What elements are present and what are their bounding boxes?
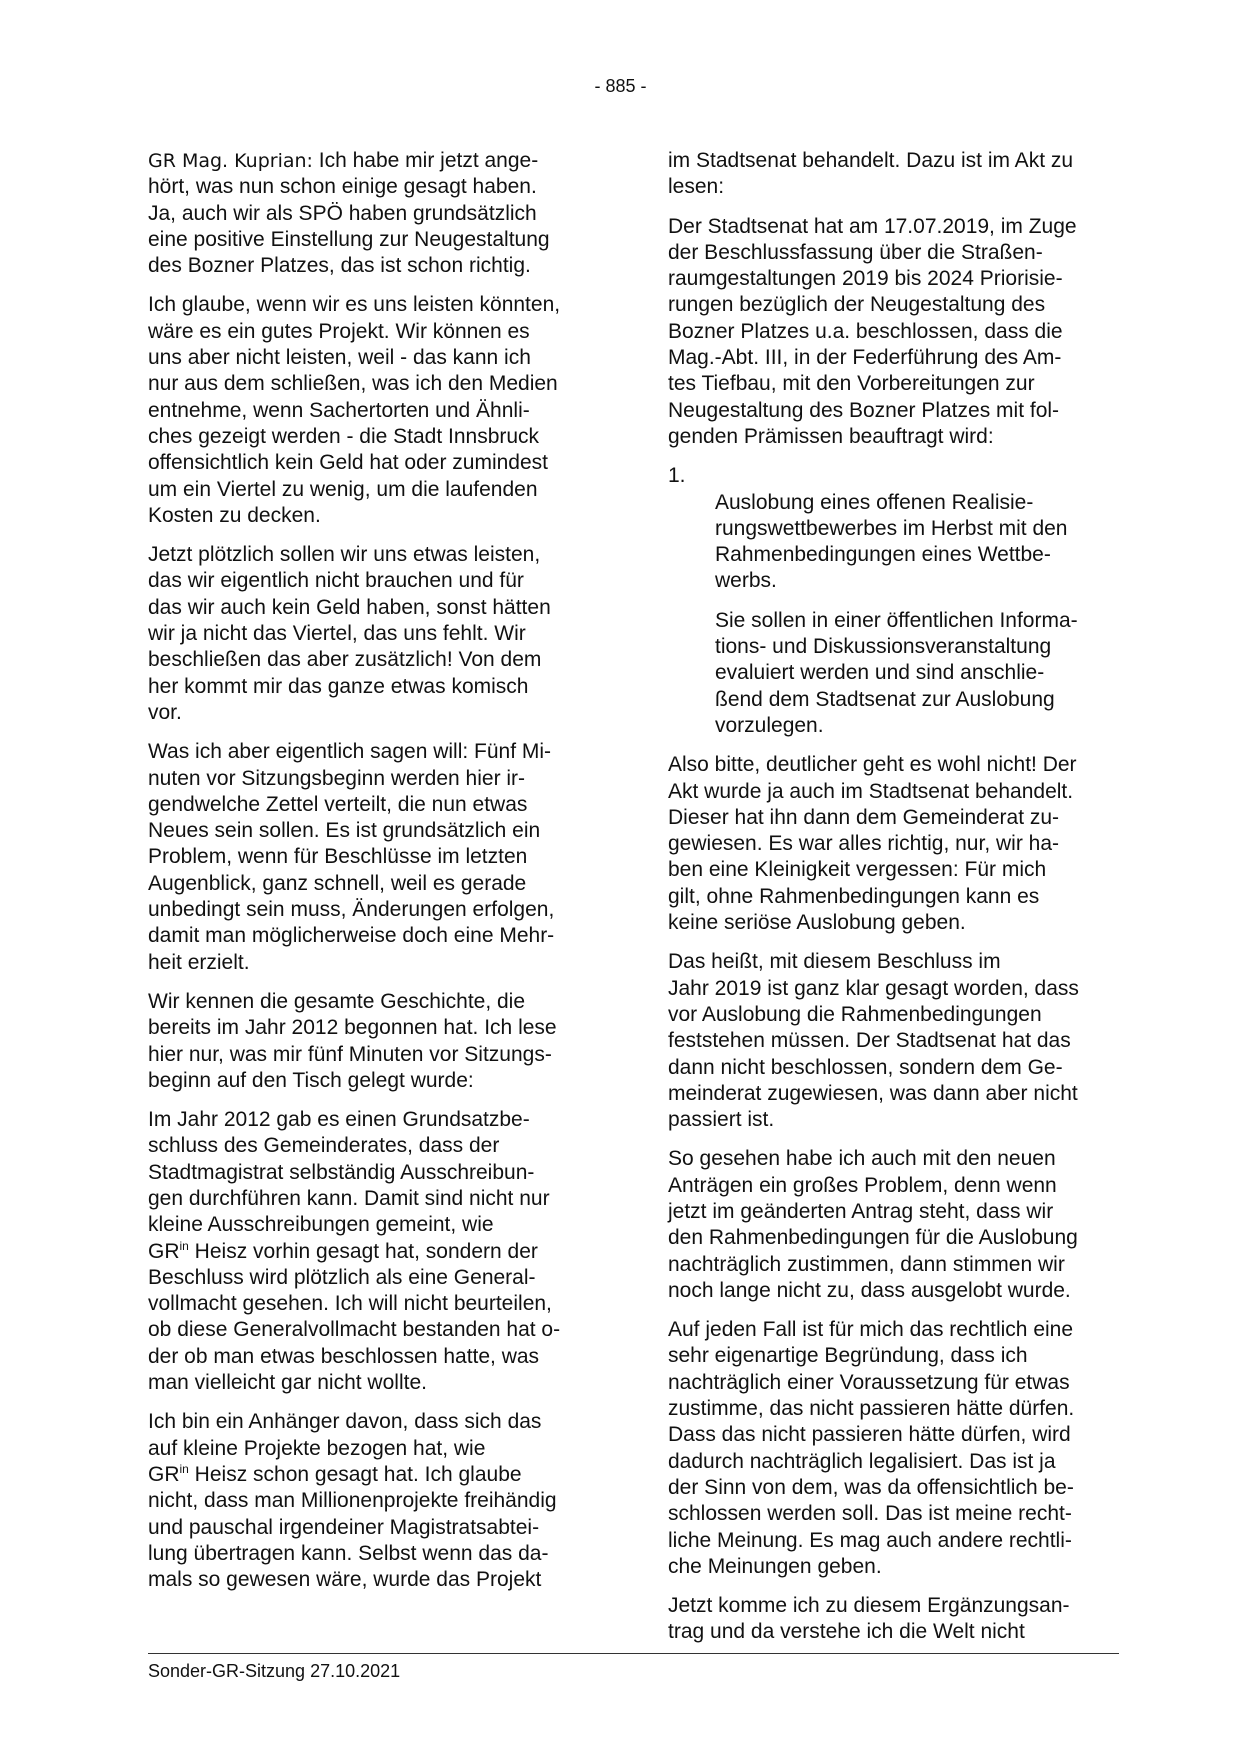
paragraph: So gesehen habe ich auch mit den neuen Anträgen ein großes Problem, denn wenn jetzt im geänderten Antrag steht, dass wir den Rahmenbedingungen für die Auslobung nachträglich zustimmen, dann stimmen wir noch lange nicht zu, dass ausgelobt wurde. — [668, 1147, 1078, 1302]
superscript: in — [179, 1461, 189, 1476]
paragraph-text: Heisz vorhin gesagt hat, sondern der Beschluss wird plötzlich als eine General- vollmacht gesehen. Ich will nicht beurteilen, ob diese Generalvollmacht bestanden hat o- der ob man etwas beschlossen hatte, was man vielleicht gar nicht wollte. — [148, 1239, 561, 1395]
paragraph: Was ich aber eigentlich sagen will: Fünf Mi- nuten vor Sitzungsbeginn werden hier ir- gendwelche Zettel verteilt, die nun etwas Neues sein sollen. Es ist grundsätzlich ein Problem, wenn für Beschlüsse im letzten Augenblick, ganz schnell, weil es gerade unbedingt sein muss, Änderungen erfolgen, damit man möglicherweise doch eine Mehr- heit erzielt. — [148, 740, 555, 974]
paragraph: im Stadtsenat behandelt. Dazu ist im Akt zu lesen: — [668, 149, 1074, 199]
paragraph: Auf jeden Fall ist für mich das rechtlich eine sehr eigenartige Begründung, dass ich nachträglich einer Voraussetzung für etwas zustimme, das nicht passieren hätte dürfen. Dass das nicht passieren hätte dürfen, wird dadurch nachträglich legalisiert. Das ist ja der Sinn von dem, was da offensichtlich be- schlossen werden soll. Das ist meine recht- liche Meinung. Es mag auch andere rechtli- che Meinungen geben. — [668, 1318, 1075, 1578]
page-number: - 885 - — [594, 76, 647, 96]
superscript: in — [179, 1238, 189, 1253]
list-number: 1. — [668, 464, 686, 488]
speaker-name: GR Mag. Kuprian: — [148, 150, 313, 172]
paragraph: Jetzt plötzlich sollen wir uns etwas leisten, das wir eigentlich nicht brauchen und für das wir auch kein Geld haben, sonst hätten wir ja nicht das Viertel, das uns fehlt. Wir beschließen das aber zusätzlich! Von dem her kommt mir das ganze etwas komisch vor. — [148, 543, 551, 724]
paragraph-text: Im Jahr 2012 gab es einen Grundsatzbe- schluss des Gemeinderates, dass der Stadtmagistrat selbständig Ausschreibun- gen durchführen kann. Damit sind nicht nur kleine Ausschreibungen gemeint, wie GR — [148, 1108, 550, 1263]
paragraph: Das heißt, mit diesem Beschluss im Jahr 2019 ist ganz klar gesagt worden, dass vor Auslobung die Rahmenbedingungen feststehen müssen. Der Stadtsenat hat das dann nicht beschlossen, sondern dem Ge- meinderat zugewiesen, was dann aber nicht passiert ist. — [668, 950, 1079, 1132]
footer-session-label: Sonder-GR-Sitzung 27.10.2021 — [148, 1661, 401, 1681]
paragraph — [148, 148, 588, 279]
right-column — [668, 148, 1118, 1659]
paragraph-text: Ich bin ein Anhänger davon, dass sich das auf kleine Projekte bezogen hat, wie GR — [148, 1410, 542, 1486]
paragraph: Jetzt komme ich zu diesem Ergänzungsan- trag und da verstehe ich die Welt nicht — [668, 1594, 1070, 1644]
list-item-text: Auslobung eines offenen Realisie- rungswettbewerbes im Herbst mit den Rahmenbedingungen eines Wettbe- werbs. — [715, 490, 1068, 593]
paragraph: Ich glaube, wenn wir es uns leisten könnten, wäre es ein gutes Projekt. Wir können es uns aber nicht leisten, weil - das kann ich nur aus dem schließen, was ich den Medien entnehme, wenn Sachertorten und Ähnli- ches gezeigt werden - die Stadt Innsbruck offensichtlich kein Geld hat oder zumindest um ein Viertel zu wenig, um die laufenden Kosten zu decken. — [148, 293, 561, 527]
numbered-list-item — [668, 463, 1118, 594]
paragraph: Der Stadtsenat hat am 17.07.2019, im Zuge der Beschlussfassung über die Straßen- raumgestaltungen 2019 bis 2024 Priorisie- rungen bezüglich der Neugestaltung des Bozner Platzes u.a. beschlossen, dass die Mag.-Abt. III, in der Federführung des Am- tes Tiefbau, mit den Vorbereitungen zur Neugestaltung des Bozner Platzes mit fol- genden Prämissen beauftragt wird: — [668, 214, 1077, 448]
list-subparagraph: Sie sollen in einer öffentlichen Informa- tions- und Diskussionsveranstaltung evaluiert werden und sind anschlie- ßend dem Stadtsenat zur Auslobung vorzulegen. — [715, 608, 1078, 737]
left-column — [148, 148, 588, 1606]
paragraph — [148, 1409, 588, 1593]
paragraph: Also bitte, deutlicher geht es wohl nicht! Der Akt wurde ja auch im Stadtsenat behandelt. Dieser hat ihn dann dem Gemeinderat zu- gewiesen. Es war alles richtig, nur, wir ha- ben eine Kleinigkeit vergessen: Für mich gilt, ohne Rahmenbedingungen kann es keine seriöse Auslobung geben. — [668, 753, 1077, 935]
paragraph-text: Ich habe mir jetzt ange- hört, was nun schon einige gesagt haben. Ja, auch wir als SPÖ haben grundsätzlich eine positive Einstellung zur Neugestaltung des Bozner Platzes, das ist schon richtig. — [148, 149, 550, 278]
paragraph-text: Heisz schon gesagt hat. Ich glaube nicht, dass man Millionenprojekte freihändig und pauschal irgendeiner Magistratsabtei- lung übertragen kann. Selbst wenn das da- mals so gewesen wäre, wurde das Projekt — [148, 1462, 557, 1592]
paragraph — [148, 1107, 588, 1396]
footer-divider — [148, 1653, 1119, 1654]
paragraph: Wir kennen die gesamte Geschichte, die bereits im Jahr 2012 begonnen hat. Ich lese hier nur, was mir fünf Minuten vor Sitzungs- beginn auf den Tisch gelegt wurde: — [148, 989, 557, 1092]
